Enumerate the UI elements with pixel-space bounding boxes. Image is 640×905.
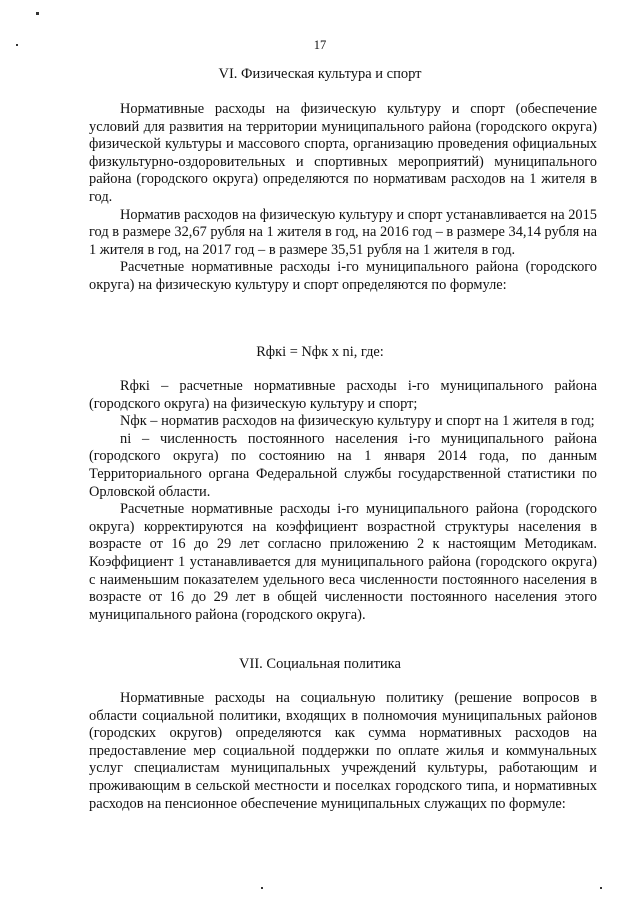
formula: Rфкi = Nфк x ni, где: (256, 344, 384, 360)
scan-speck (600, 887, 602, 889)
definition-paragraph: Nфк – норматив расходов на физическую культуру и спорт на 1 жителя в год; (120, 413, 595, 430)
definition-paragraph: ni – численность постоянного населения i-го муниципального района (городского округа) по состоянию на 1 января 2014 года, по данным Территориального органа Федеральной службы государственной статистики по Орловской области. (89, 430, 597, 500)
section-heading-social-policy: VII. Социальная политика (239, 656, 401, 672)
section-6-body (89, 101, 597, 295)
scan-speck (261, 887, 263, 889)
paragraph: Расчетные нормативные расходы i-го муниципального района (городского округа) корректируются на коэффициент возрастной структуры населения в возрасте от 16 до 29 лет согласно приложению 2 к настоящим Методикам. Коэффициент 1 устанавливается для муниципального района (городского округа) с наименьшим показателем удельного веса численности постоянного населения в возрасте от 16 до 29 лет в общей численности постоянного населения этого муниципального района (городского округа). (89, 501, 597, 623)
section-heading-physical-culture: VI. Физическая культура и спорт (218, 66, 422, 82)
paragraph: Нормативные расходы на социальную политику (решение вопросов в области социальной политики, входящих в полномочия муниципальных районов (городских округов) определяются как сумма нормативных расходов на предоставление мер социальной поддержки по оплате жилья и коммунальных услуг специалистам муниципальных учреждений культуры, работающим и проживающим в сельской местности и поселках городского типа, и нормативных расходов на пенсионное обеспечение муниципальных служащих по формуле: (89, 690, 597, 812)
paragraph: Норматив расходов на физическую культуру и спорт устанавливается на 2015 год в размере 32,67 рубля на 1 жителя в год, на 2016 год – в размере 34,14 рубля на 1 жителя в год, на 2017 год – в размере 35,51 рубля на 1 жителя в год. (89, 206, 597, 258)
definition-paragraph: Rфкi – расчетные нормативные расходы i-го муниципального района (городского округа) на физическую культуру и спорт; (89, 378, 597, 412)
section-7-body (89, 690, 597, 813)
page-number: 17 (313, 38, 327, 52)
section-6-definitions (89, 378, 597, 624)
paragraph: Нормативные расходы на физическую культуру и спорт (обеспечение условий для развития на территории муниципального района (городского округа) физической культуры и массового спорта, организацию проведения официальных физкультурно-оздоровительных и спортивных мероприятий) муниципального района (городского округа) определяются по нормативам расходов на 1 жителя в год. (89, 101, 597, 205)
scan-speck (36, 12, 39, 15)
paragraph: Расчетные нормативные расходы i-го муниципального района (городского округа) на физическую культуру и спорт определяются по формуле: (89, 259, 597, 293)
